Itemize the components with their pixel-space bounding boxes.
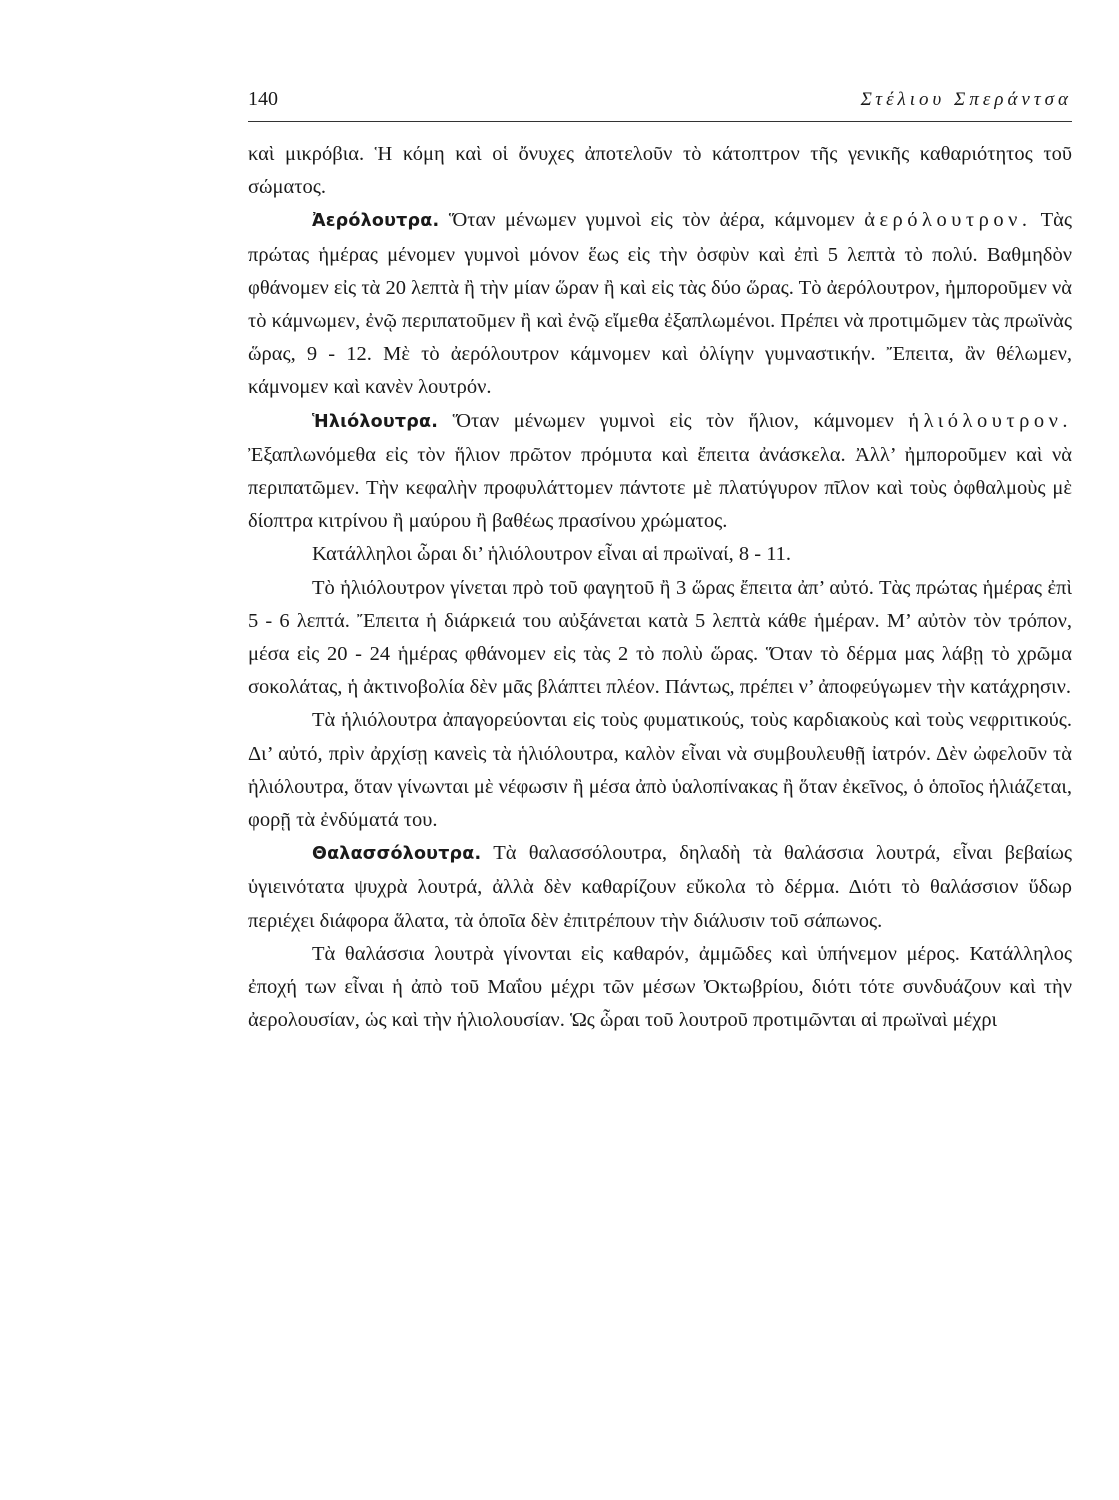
running-title: Στέλιου Σπεράντσα [860, 89, 1072, 110]
paragraph-text: Ὅταν μένωμεν γυμνοὶ εἰς τὸν ἥλιον, κάμνομεν [438, 409, 909, 432]
section-heading-heliolutra: Ἡλιόλουτρα. [312, 411, 439, 432]
paragraph-duration [248, 572, 1072, 705]
paragraph-text: Τὰς πρώτας ἡμέρας μένομεν γυμνοὶ μόνον ἕως εἰς τὴν ὀσφὺν καὶ ἐπὶ 5 λεπτὰ τὸ πολύ. Βαθμηδὸν φθάνομεν εἰς τὰ 20 λεπτὰ ἢ τὴν μίαν ὥραν ἢ καὶ εἰς τὰς δύο ὥρας. Τὸ ἀερόλουτρον, ἠμποροῦμεν νὰ τὸ κάμνωμεν, ἐνῷ περιπατοῦμεν ἢ καὶ ἐνῷ εἴμεθα ἐξαπλωμένοι. Πρέπει νὰ προτιμῶμεν τὰς πρωϊνὰς ὥρας, 9 - 12. Μὲ τὸ ἀερόλουτρον κάμνομεν καὶ ὀλίγην γυμναστικήν. Ἔπειτα, ἂν θέλωμεν, κάμνομεν καὶ κανὲν λουτρόν. [248, 209, 1072, 399]
book-page [248, 88, 1072, 1037]
page-body [248, 138, 1072, 1037]
paragraph-text: Ὅταν μένωμεν γυμνοὶ εἰς τὸν ἀέρα, κάμνομεν [439, 209, 865, 232]
paragraph-sea-baths [248, 938, 1072, 1038]
paragraph-continuation [248, 138, 1072, 204]
paragraph-suitable-hours [248, 538, 1072, 571]
paragraph-text: Κατάλληλοι ὧραι δι’ ἡλιόλουτρον εἶναι αἱ πρωϊναί, 8 - 11. [312, 543, 792, 566]
page-number: 140 [248, 88, 278, 110]
page-header [248, 88, 1072, 122]
paragraph-text: Τὰ θαλασσόλουτρα, δηλαδὴ τὰ θαλάσσια λουτρά, εἶναι βεβαίως ὑγιεινότατα ψυχρὰ λουτρά, ἀλλὰ δὲν καθαρίζουν εὔκολα τὸ δέρμα. Διότι τὸ θαλάσσιον ὕδωρ περιέχει διάφορα ἅλατα, τὰ ὁποῖα δὲν ἐπιτρέπουν τὴν διάλυσιν τοῦ σάπωνος. [248, 842, 1072, 932]
paragraph-text: Τὸ ἡλιόλουτρον γίνεται πρὸ τοῦ φαγητοῦ ἢ 3 ὥρας ἔπειτα ἀπ’ αὐτό. Τὰς πρώτας ἡμέρας ἐπὶ 5 - 6 λεπτά. Ἔπειτα ἡ διάρκειά του αὐξάνεται κατὰ 5 λεπτὰ κάθε ἡμέραν. Μ’ αὐτὸν τὸν τρόπον, μέσα εἰς 20 - 24 ἡμέρας φθάνομεν εἰς τὰς 2 τὸ πολὺ ὥρας. Ὅταν τὸ δέρμα μας λάβῃ τὸ χρῶμα σοκολάτας, ἡ ἀκτινοβολία δὲν μᾶς βλάπτει πλέον. Πάντως, πρέπει ν’ ἀποφεύγωμεν τὴν κατάχρησιν. [248, 576, 1072, 699]
paragraph-text: Τὰ ἡλιόλουτρα ἀπαγορεύονται εἰς τοὺς φυματικούς, τοὺς καρδιακοὺς καὶ τοὺς νεφριτικούς. Δι’ αὐτό, πρὶν ἀρχίσῃ κανεὶς τὰ ἡλιόλουτρα, καλὸν εἶναι νὰ συμβουλευθῇ ἰατρόν. Δὲν ὠφελοῦν τὰ ἡλιόλουτρα, ὅταν γίνωνται μὲ νέφωσιν ἢ μέσα ἀπὸ ὑαλοπίνακας ἢ ὅταν ἐκεῖνος, ὁ ὁποῖος ἡλιάζεται, φορῇ τὰ ἐνδύματά του. [248, 709, 1072, 832]
spaced-term: ἀερόλουτρον. [864, 209, 1032, 232]
spaced-term: ἡλιόλουτρον. [908, 409, 1072, 432]
paragraph-text: Τὰ θαλάσσια λουτρὰ γίνονται εἰς καθαρόν, ἀμμῶδες καὶ ὑπήνεμον μέρος. Κατάλληλος ἐποχή των εἶναι ἡ ἀπὸ τοῦ Μαΐου μέχρι τῶν μέσων Ὀκτωβρίου, διότι τότε συνδυάζουν καὶ τὴν ἀερολουσίαν, ὡς καὶ τὴν ἡλιολουσίαν. Ὡς ὧραι τοῦ λουτροῦ προτιμῶνται αἱ πρωϊναὶ μέχρι [248, 942, 1072, 1032]
paragraph-aerolutra [248, 204, 1072, 404]
section-heading-aerolutra: Ἀερόλουτρα. [312, 211, 440, 232]
paragraph-heliolutra [248, 405, 1072, 539]
paragraph-text: καὶ μικρόβια. Ἡ κόμη καὶ οἱ ὄνυχες ἀποτελοῦν τὸ κάτοπτρον τῆς γενικῆς καθαριότητος τοῦ σώματος. [248, 143, 1072, 199]
paragraph-text: Ἐξαπλωνόμεθα εἰς τὸν ἥλιον πρῶτον πρόμυτα καὶ ἔπειτα ἀνάσκελα. Ἀλλ’ ἠμποροῦμεν καὶ νὰ περιπατῶμεν. Τὴν κεφαλὴν προφυλάττομεν πάντοτε μὲ πλατύγυρον πῖλον καὶ τοὺς ὀφθαλμοὺς μὲ δίοπτρα κιτρίνου ἢ μαύρου ἢ βαθέως πρασίνου χρώματος. [248, 443, 1072, 533]
paragraph-contraindications [248, 704, 1072, 837]
paragraph-thalassolutra [248, 837, 1072, 938]
section-heading-thalassolutra: Θαλασσόλουτρα. [312, 844, 482, 865]
